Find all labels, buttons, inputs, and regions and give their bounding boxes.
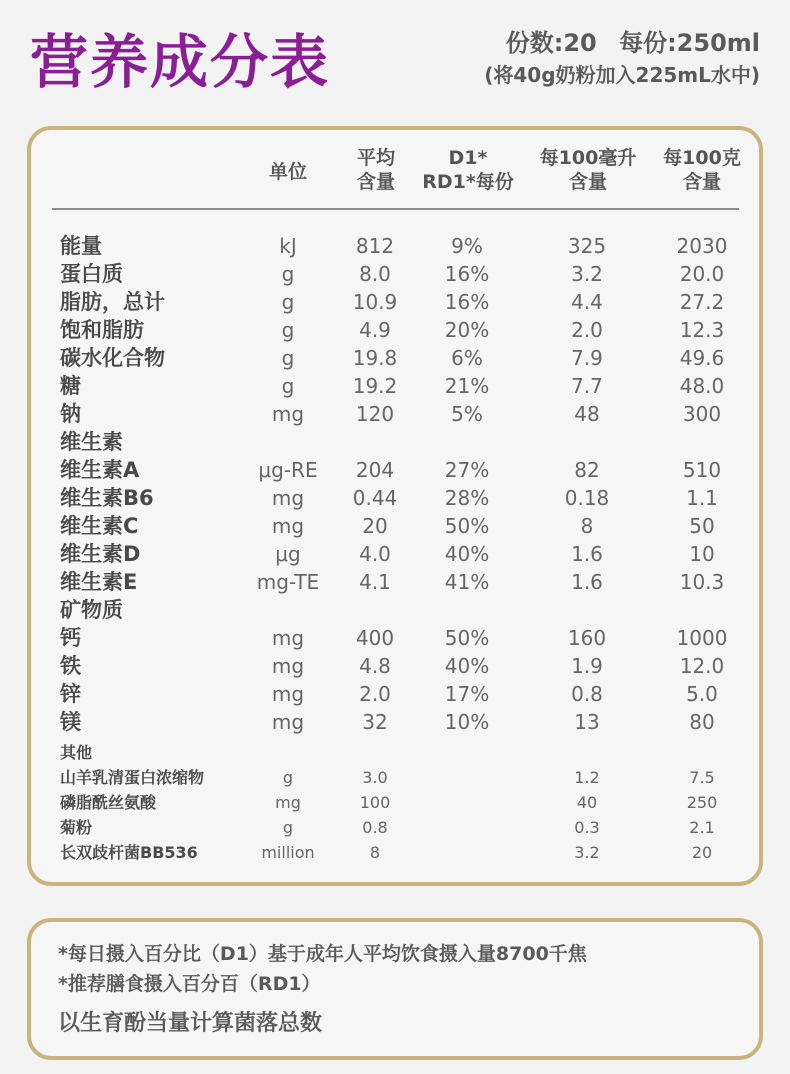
nutrient-unit: g bbox=[281, 262, 295, 286]
nutrient-unit: million bbox=[261, 843, 315, 862]
nutrient-unit: mg-TE bbox=[256, 570, 320, 594]
nutrient-name: 山羊乳清蛋白浓缩物 bbox=[60, 768, 205, 787]
nutrient-unit: mg bbox=[271, 654, 305, 678]
nutrient-rdi: 27% bbox=[444, 458, 490, 482]
nutrient-name: 铁 bbox=[60, 654, 81, 678]
nutrient-per-100g: 10 bbox=[689, 542, 715, 566]
table-row bbox=[0, 260, 790, 288]
nutrient-unit: g bbox=[281, 318, 295, 342]
page-title: 营养成分表 bbox=[30, 28, 331, 96]
nutrient-average: 120 bbox=[355, 402, 395, 426]
nutrient-average: 4.8 bbox=[359, 654, 391, 678]
nutrient-name: 菊粉 bbox=[60, 818, 93, 837]
nutrient-per-100ml: 0.18 bbox=[564, 486, 610, 510]
nutrient-average: 8 bbox=[369, 843, 381, 862]
nutrient-rdi: 5% bbox=[451, 402, 483, 426]
nutrient-per-100g: 510 bbox=[682, 458, 722, 482]
table-row bbox=[0, 288, 790, 316]
nutrient-name: 维生素B6 bbox=[60, 486, 154, 510]
nutrient-per-100g: 80 bbox=[689, 710, 715, 734]
header-divider bbox=[52, 208, 739, 210]
nutrient-unit: g bbox=[282, 768, 294, 787]
nutrient-unit: g bbox=[281, 290, 295, 314]
nutrient-average: 400 bbox=[355, 626, 395, 650]
nutrient-name: 维生素 bbox=[60, 430, 123, 454]
nutrient-per-100g: 2.1 bbox=[689, 818, 715, 837]
nutrient-name: 能量 bbox=[60, 234, 102, 258]
nutrient-name: 维生素A bbox=[60, 458, 140, 482]
nutrient-name: 脂肪，总计 bbox=[60, 290, 165, 314]
nutrient-rdi: 21% bbox=[444, 374, 490, 398]
nutrient-per-100ml: 1.9 bbox=[571, 654, 603, 678]
nutrient-per-100ml: 82 bbox=[574, 458, 600, 482]
nutrient-per-100g: 50 bbox=[689, 514, 715, 538]
column-header-average: 平均 含量 bbox=[356, 147, 395, 193]
table-row bbox=[0, 680, 790, 708]
column-header-per-100g: 每100克 含量 bbox=[663, 147, 741, 193]
nutrient-per-100g: 12.0 bbox=[679, 654, 725, 678]
nutrient-per-100ml: 2.0 bbox=[571, 318, 603, 342]
nutrient-name: 蛋白质 bbox=[60, 262, 123, 286]
nutrient-name: 钠 bbox=[60, 402, 81, 426]
table-row bbox=[0, 484, 790, 512]
nutrient-rdi: 10% bbox=[444, 710, 490, 734]
table-row bbox=[0, 624, 790, 652]
nutrient-rows bbox=[0, 232, 790, 736]
nutrient-name: 维生素C bbox=[60, 514, 139, 538]
nutrient-per-100ml: 1.6 bbox=[571, 570, 603, 594]
nutrient-name: 饱和脂肪 bbox=[60, 318, 144, 342]
nutrient-per-100ml: 4.4 bbox=[571, 290, 603, 314]
nutrient-per-100g: 1.1 bbox=[686, 486, 718, 510]
nutrient-average: 812 bbox=[355, 234, 395, 258]
nutrient-unit: g bbox=[282, 818, 294, 837]
nutrient-per-100ml: 0.8 bbox=[571, 682, 603, 706]
nutrient-per-100ml: 3.2 bbox=[571, 262, 603, 286]
nutrient-unit: mg bbox=[271, 514, 305, 538]
column-header-per-100ml: 每100毫升 含量 bbox=[539, 147, 637, 193]
nutrient-per-100ml: 1.2 bbox=[574, 768, 600, 787]
nutrient-average: 10.9 bbox=[352, 290, 398, 314]
nutrient-unit: kJ bbox=[279, 234, 297, 258]
nutrient-per-100g: 7.5 bbox=[689, 768, 715, 787]
nutrient-unit: μg bbox=[275, 542, 301, 566]
nutrient-rdi: 17% bbox=[444, 682, 490, 706]
nutrient-name: 维生素E bbox=[60, 570, 138, 594]
nutrient-name: 长双歧杆菌BB536 bbox=[60, 843, 198, 862]
table-row bbox=[0, 790, 790, 815]
table-row bbox=[0, 344, 790, 372]
nutrient-per-100ml: 1.6 bbox=[571, 542, 603, 566]
table-row bbox=[0, 540, 790, 568]
nutrient-rdi: 6% bbox=[451, 346, 483, 370]
nutrient-per-100g: 250 bbox=[686, 793, 718, 812]
table-row bbox=[0, 316, 790, 344]
column-header-unit: 单位 bbox=[268, 161, 307, 183]
nutrient-average: 0.44 bbox=[352, 486, 398, 510]
nutrient-rdi: 50% bbox=[444, 626, 490, 650]
nutrient-name: 钙 bbox=[60, 626, 81, 650]
table-row bbox=[0, 372, 790, 400]
nutrient-unit: g bbox=[281, 346, 295, 370]
nutrient-unit: mg bbox=[271, 486, 305, 510]
nutrient-per-100g: 2030 bbox=[676, 234, 728, 258]
table-row bbox=[0, 428, 790, 456]
table-row bbox=[0, 652, 790, 680]
table-row bbox=[0, 740, 790, 765]
nutrient-per-100g: 27.2 bbox=[679, 290, 725, 314]
nutrient-average: 20 bbox=[362, 514, 388, 538]
nutrient-per-100ml: 3.2 bbox=[574, 843, 600, 862]
preparation-note: (将40g奶粉加入225mL水中) bbox=[484, 63, 760, 87]
nutrient-unit: g bbox=[281, 374, 295, 398]
nutrient-per-100g: 1000 bbox=[676, 626, 728, 650]
nutrient-rdi: 16% bbox=[444, 262, 490, 286]
note-daily-intake: *每日摄入百分比（D1）基于成年人平均饮食摄入量8700千焦 bbox=[58, 943, 587, 965]
nutrient-average: 8.0 bbox=[359, 262, 391, 286]
nutrient-name: 糖 bbox=[60, 374, 81, 398]
nutrient-rdi: 40% bbox=[444, 542, 490, 566]
nutrient-per-100g: 300 bbox=[682, 402, 722, 426]
nutrient-average: 32 bbox=[362, 710, 388, 734]
nutrient-name: 锌 bbox=[60, 682, 81, 706]
nutrient-average: 204 bbox=[355, 458, 395, 482]
table-row bbox=[0, 512, 790, 540]
table-row bbox=[0, 400, 790, 428]
nutrient-rdi: 41% bbox=[444, 570, 490, 594]
nutrient-average: 19.8 bbox=[352, 346, 398, 370]
nutrient-unit: mg bbox=[271, 402, 305, 426]
nutrient-per-100ml: 7.9 bbox=[571, 346, 603, 370]
nutrient-per-100ml: 8 bbox=[580, 514, 594, 538]
nutrient-average: 3.0 bbox=[362, 768, 388, 787]
table-row bbox=[0, 456, 790, 484]
note-rdi: *推荐膳食摄入百分百（RD1） bbox=[58, 973, 321, 995]
table-row bbox=[0, 232, 790, 260]
table-row bbox=[0, 840, 790, 865]
nutrient-average: 19.2 bbox=[352, 374, 398, 398]
nutrient-average: 4.9 bbox=[359, 318, 391, 342]
nutrient-average: 0.8 bbox=[362, 818, 388, 837]
nutrient-per-100g: 49.6 bbox=[679, 346, 725, 370]
nutrient-unit: mg bbox=[271, 626, 305, 650]
nutrient-average: 100 bbox=[359, 793, 391, 812]
nutrient-average: 2.0 bbox=[359, 682, 391, 706]
nutrient-average: 4.0 bbox=[359, 542, 391, 566]
other-nutrient-rows bbox=[0, 740, 790, 865]
nutrient-name: 镁 bbox=[60, 710, 81, 734]
nutrient-average: 4.1 bbox=[359, 570, 391, 594]
nutrient-per-100g: 10.3 bbox=[679, 570, 725, 594]
nutrient-per-100ml: 13 bbox=[574, 710, 600, 734]
nutrient-rdi: 40% bbox=[444, 654, 490, 678]
nutrient-name: 维生素D bbox=[60, 542, 141, 566]
nutrient-name: 磷脂酰丝氨酸 bbox=[60, 793, 157, 812]
nutrient-rdi: 16% bbox=[444, 290, 490, 314]
nutrient-per-100g: 5.0 bbox=[686, 682, 718, 706]
nutrient-unit: mg bbox=[275, 793, 301, 812]
nutrient-rdi: 28% bbox=[444, 486, 490, 510]
table-row bbox=[0, 815, 790, 840]
nutrient-rdi: 9% bbox=[451, 234, 483, 258]
nutrient-per-100ml: 48 bbox=[574, 402, 600, 426]
nutrient-per-100g: 20 bbox=[691, 843, 713, 862]
note-tocopherol: 以生育酚当量计算菌落总数 bbox=[58, 1011, 323, 1036]
nutrient-per-100ml: 40 bbox=[576, 793, 598, 812]
nutrient-rdi: 50% bbox=[444, 514, 490, 538]
nutrient-unit: mg bbox=[271, 682, 305, 706]
nutrient-unit: mg bbox=[271, 710, 305, 734]
column-header-rdi: D1* RD1*每份 bbox=[422, 147, 514, 193]
nutrient-per-100g: 48.0 bbox=[679, 374, 725, 398]
nutrient-unit: μg-RE bbox=[258, 458, 318, 482]
table-row bbox=[0, 708, 790, 736]
table-row bbox=[0, 568, 790, 596]
nutrient-per-100ml: 160 bbox=[567, 626, 607, 650]
nutrient-per-100g: 12.3 bbox=[679, 318, 725, 342]
nutrient-per-100g: 20.0 bbox=[679, 262, 725, 286]
nutrient-per-100ml: 0.3 bbox=[574, 818, 600, 837]
serving-size: 份数:20 每份:250ml bbox=[505, 29, 760, 57]
nutrient-name: 矿物质 bbox=[60, 598, 123, 622]
nutrient-name: 其他 bbox=[60, 743, 93, 762]
nutrient-name: 碳水化合物 bbox=[60, 346, 165, 370]
serving-info bbox=[484, 26, 760, 90]
nutrient-per-100ml: 7.7 bbox=[571, 374, 603, 398]
table-row bbox=[0, 596, 790, 624]
nutrient-rdi: 20% bbox=[444, 318, 490, 342]
table-row bbox=[0, 765, 790, 790]
nutrient-per-100ml: 325 bbox=[567, 234, 607, 258]
